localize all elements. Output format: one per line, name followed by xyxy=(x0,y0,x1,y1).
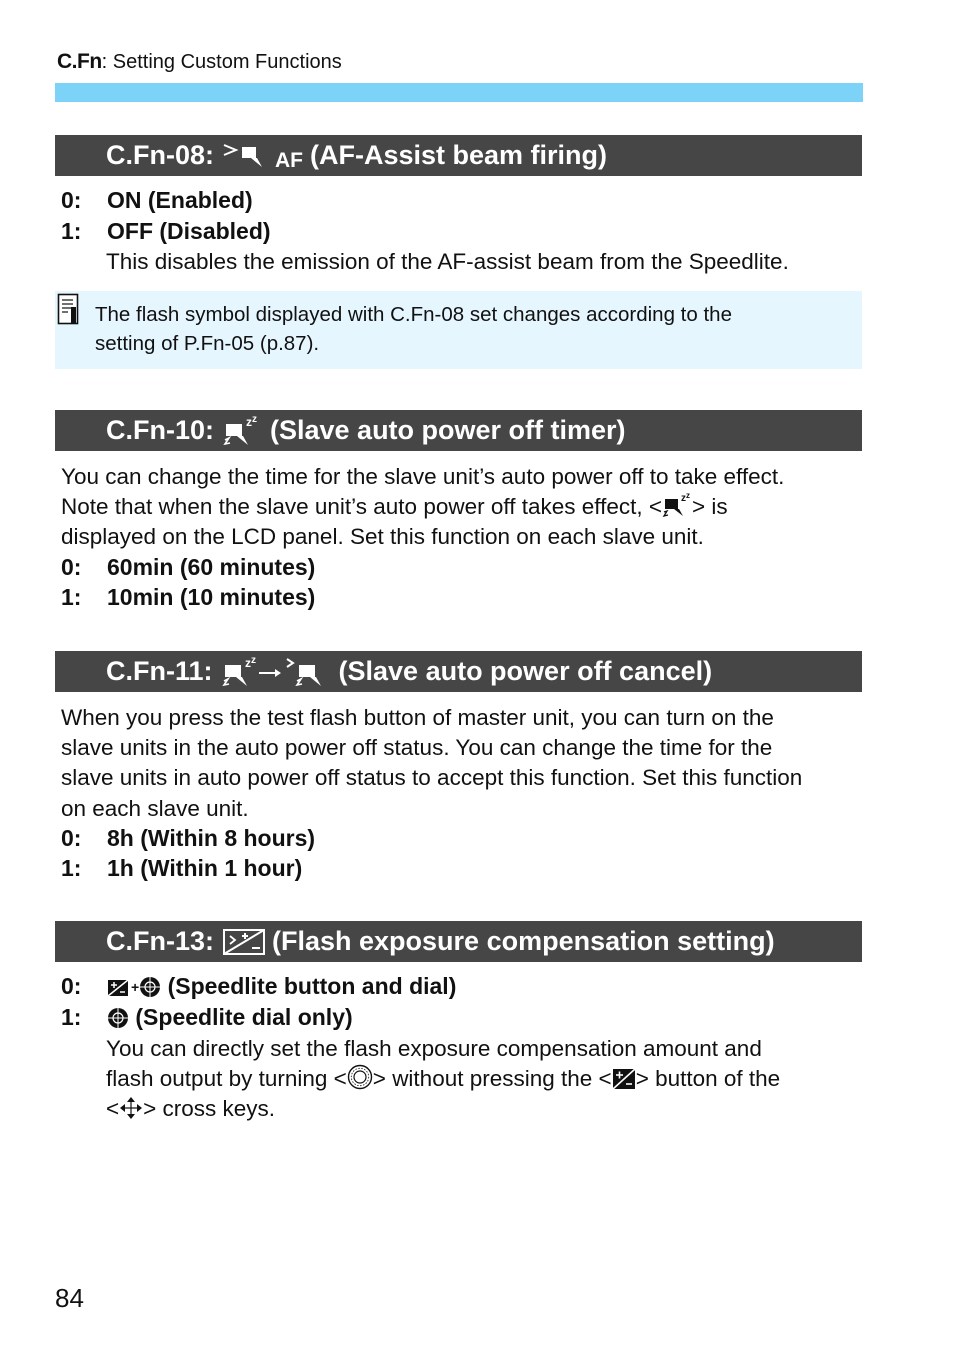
option-number: 1: xyxy=(61,218,82,244)
desc-line: < > cross keys. xyxy=(106,1096,276,1122)
section-code: C.Fn-13: xyxy=(106,926,214,956)
section-header-cfn-11 xyxy=(55,651,862,692)
body-line: Note that when the slave unit’s auto power off takes effect, < z z > is xyxy=(61,492,728,520)
slave-sleep-icon xyxy=(222,414,264,448)
flash-comp-button-icon xyxy=(612,1068,636,1090)
note-text xyxy=(95,300,732,358)
svg-text:AF: AF xyxy=(275,148,303,171)
desc-line: flash output by turning < > without pressing the < > button of the xyxy=(106,1066,781,1092)
svg-text:z: z xyxy=(252,413,257,425)
option-label: 10min (10 minutes) xyxy=(107,584,316,610)
section-header-cfn-10 xyxy=(55,410,862,451)
option-number: 1: xyxy=(61,855,82,881)
option-number: 1: xyxy=(61,584,82,610)
option-description xyxy=(106,1034,866,1125)
option-1 xyxy=(61,855,302,882)
section-title: (Slave auto power off timer) xyxy=(270,415,626,445)
slave-wake-icon xyxy=(221,655,333,689)
speedlite-dial-icon xyxy=(139,976,161,998)
memo-icon xyxy=(57,293,81,327)
section-header-cfn-13 xyxy=(55,921,862,962)
option-number: 0: xyxy=(61,554,82,580)
speedlite-dial-icon xyxy=(107,1007,129,1029)
section-code: C.Fn-08: xyxy=(106,140,214,170)
option-description: This disables the emission of the AF-assist beam from the Speedlite. xyxy=(106,249,789,274)
desc-line: You can directly set the flash exposure compensation amount and xyxy=(106,1036,762,1061)
option-label: 1h (Within 1 hour) xyxy=(107,855,303,881)
option-0 xyxy=(61,973,456,1000)
page-number: 84 xyxy=(55,1283,84,1313)
option-number: 0: xyxy=(61,973,82,999)
option-1 xyxy=(61,584,315,611)
section-title: (Slave auto power off cancel) xyxy=(338,656,713,686)
section-body xyxy=(61,703,861,824)
body-line: When you press the test flash button of master unit, you can turn on the xyxy=(61,705,774,730)
section-body xyxy=(61,462,861,553)
plus-icon: + xyxy=(131,979,140,995)
svg-text:z: z xyxy=(246,414,252,429)
section-code: C.Fn-11: xyxy=(106,656,213,686)
body-line: slave units in auto power off status to accept this function. Set this function xyxy=(61,765,803,791)
section-title: (AF-Assist beam firing) xyxy=(310,140,608,170)
option-number: 1: xyxy=(61,1004,82,1030)
body-line: You can change the time for the slave unit’s auto power off to take effect. xyxy=(61,464,785,489)
svg-text:z: z xyxy=(244,655,251,670)
option-label: OFF (Disabled) xyxy=(107,218,271,244)
dial-outline-icon xyxy=(347,1064,373,1090)
option-0 xyxy=(61,825,315,852)
slave-sleep-inline-icon xyxy=(662,492,692,518)
flash-compensation-icon xyxy=(222,928,266,956)
note-box xyxy=(55,291,862,369)
option-0 xyxy=(61,554,315,581)
header-color-rule xyxy=(55,83,863,102)
cfn-mark: C.Fn xyxy=(57,50,102,73)
svg-text:z: z xyxy=(681,493,687,505)
option-label: 8h (Within 8 hours) xyxy=(107,825,316,851)
option-1 xyxy=(61,218,271,245)
body-line: on each slave unit. xyxy=(61,795,249,821)
flash-comp-button-icon xyxy=(107,978,131,998)
svg-text:z: z xyxy=(686,492,691,501)
note-line: The flash symbol displayed with C.Fn-08 set changes according to the xyxy=(95,303,732,326)
option-0 xyxy=(61,187,253,214)
af-assist-flash-icon xyxy=(222,141,304,171)
option-label: (Speedlite dial only) xyxy=(135,1004,353,1030)
cross-keys-icon xyxy=(119,1096,143,1120)
option-label: ON (Enabled) xyxy=(107,187,253,213)
option-1 xyxy=(61,1004,353,1031)
section-code: C.Fn-10: xyxy=(106,415,214,445)
section-header-cfn-08 xyxy=(55,135,862,176)
option-label: 60min (60 minutes) xyxy=(107,554,316,580)
option-label: (Speedlite button and dial) xyxy=(167,973,457,999)
body-line: slave units in the auto power off status. You can change the time for the xyxy=(61,735,773,761)
option-number: 0: xyxy=(61,825,82,851)
running-head-title: : Setting Custom Functions xyxy=(101,51,342,73)
note-line: setting of P.Fn-05 (p.87). xyxy=(95,332,320,355)
body-line: displayed on the LCD panel. Set this function on each slave unit. xyxy=(61,524,704,550)
option-number: 0: xyxy=(61,187,82,213)
svg-text:z: z xyxy=(250,654,256,666)
section-title: (Flash exposure compensation setting) xyxy=(272,926,775,956)
running-head xyxy=(57,50,342,74)
